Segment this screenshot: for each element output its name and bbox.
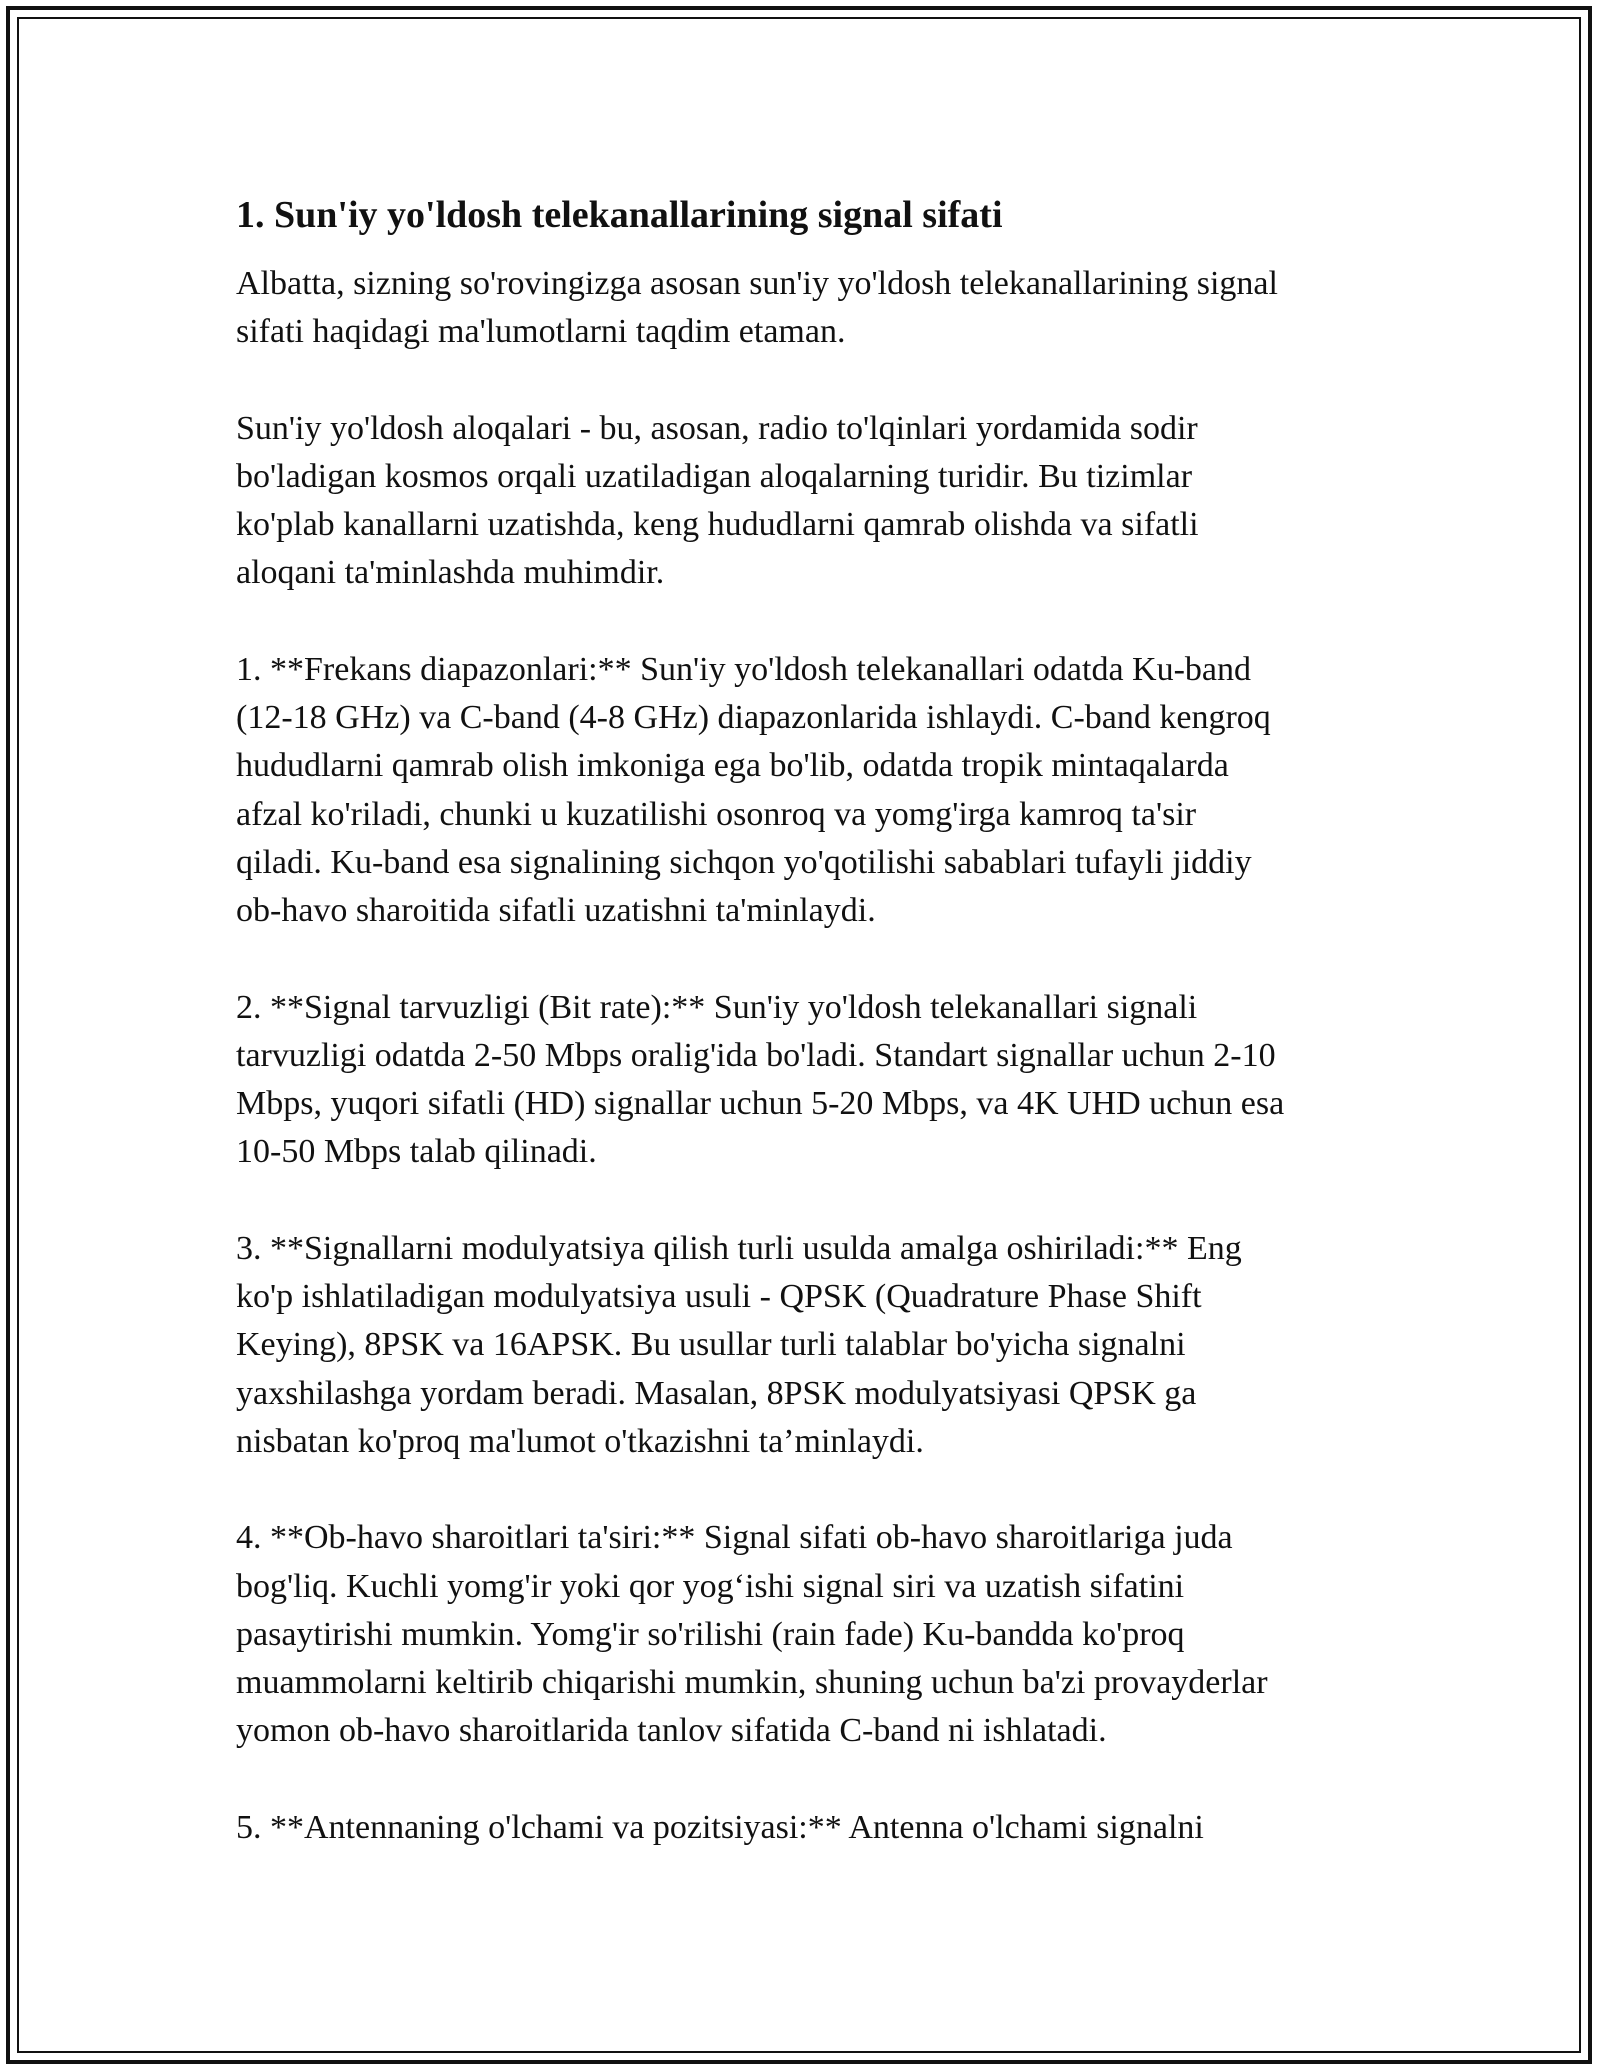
- document-title: 1. Sun'iy yo'ldosh telekanallarining signal sifati: [236, 194, 1003, 236]
- paragraph-bit-rate: 2. **Signal tarvuzligi (Bit rate):** Sun'iy yo'ldosh telekanallari signali tarvuzligi odatda 2-50 Mbps oralig'ida bo'ladi. Standart signallar uchun 2-10 Mbps, yuqori sifatli (HD) signallar uchun 5-20 Mbps, va 4K UHD uchun esa 10-50 Mbps talab qilinadi.: [236, 988, 1285, 1171]
- paragraph-intro: Albatta, sizning so'rovingizga asosan sun'iy yo'ldosh telekanallarining signal sifati haqidagi ma'lumotlarni taqdim etaman.: [236, 265, 1278, 351]
- document-body: [236, 186, 1371, 1852]
- paragraph-overview: Sun'iy yo'ldosh aloqalari - bu, asosan, radio to'lqinlari yordamida sodir bo'ladigan kosmos orqali uzatiladigan aloqalarning turidir. Bu tizimlar ko'plab kanallarni uzatishda, keng hududlarni qamrab olishda va sifatli aloqani ta'minlashda muhimdir.: [236, 409, 1199, 592]
- paragraph-weather: 4. **Ob-havo sharoitlari ta'siri:** Signal sifati ob-havo sharoitlariga juda bog'liq. Kuchli yomg'ir yoki qor yog‘ishi signal siri va uzatish sifatini pasaytirishi mumkin. Yomg'ir so'rilishi (rain fade) Ku-bandda ko'proq muammolarni keltirib chiqarishi mumkin, shuning uchun ba'zi provayderlar yomon ob-havo sharoitlarida tanlov sifatida C-band ni ishlatadi.: [236, 1519, 1268, 1750]
- paragraph-modulation: 3. **Signallarni modulyatsiya qilish turli usulda amalga oshiriladi:** Eng ko'p ishlatiladigan modulyatsiya usuli - QPSK (Quadrature Phase Shift Keying), 8PSK va 16APSK. Bu usullar turli talablar bo'yicha signalni yaxshilashga yordam beradi. Masalan, 8PSK modulyatsiyasi QPSK ga nisbatan ko'proq ma'lumot o'tkazishni ta’minlaydi.: [236, 1229, 1242, 1460]
- paragraph-antenna: 5. **Antennaning o'lchami va pozitsiyasi:** Antenna o'lchami signalni: [236, 1808, 1204, 1846]
- paragraph-frequency-bands: 1. **Frekans diapazonlari:** Sun'iy yo'ldosh telekanallari odatda Ku-band (12-18 GHz) va C-band (4-8 GHz) diapazonlarida ishlaydi. C-band kengroq hududlarni qamrab olish imkoniga ega bo'lib, odatda tropik mintaqalarda afzal ko'riladi, chunki u kuzatilishi osonroq va yomg'irga kamroq ta'sir qiladi. Ku-band esa signalining sichqon yo'qotilishi sabablari tufayli jiddiy ob-havo sharoitida sifatli uzatishni ta'minlaydi.: [236, 650, 1271, 930]
